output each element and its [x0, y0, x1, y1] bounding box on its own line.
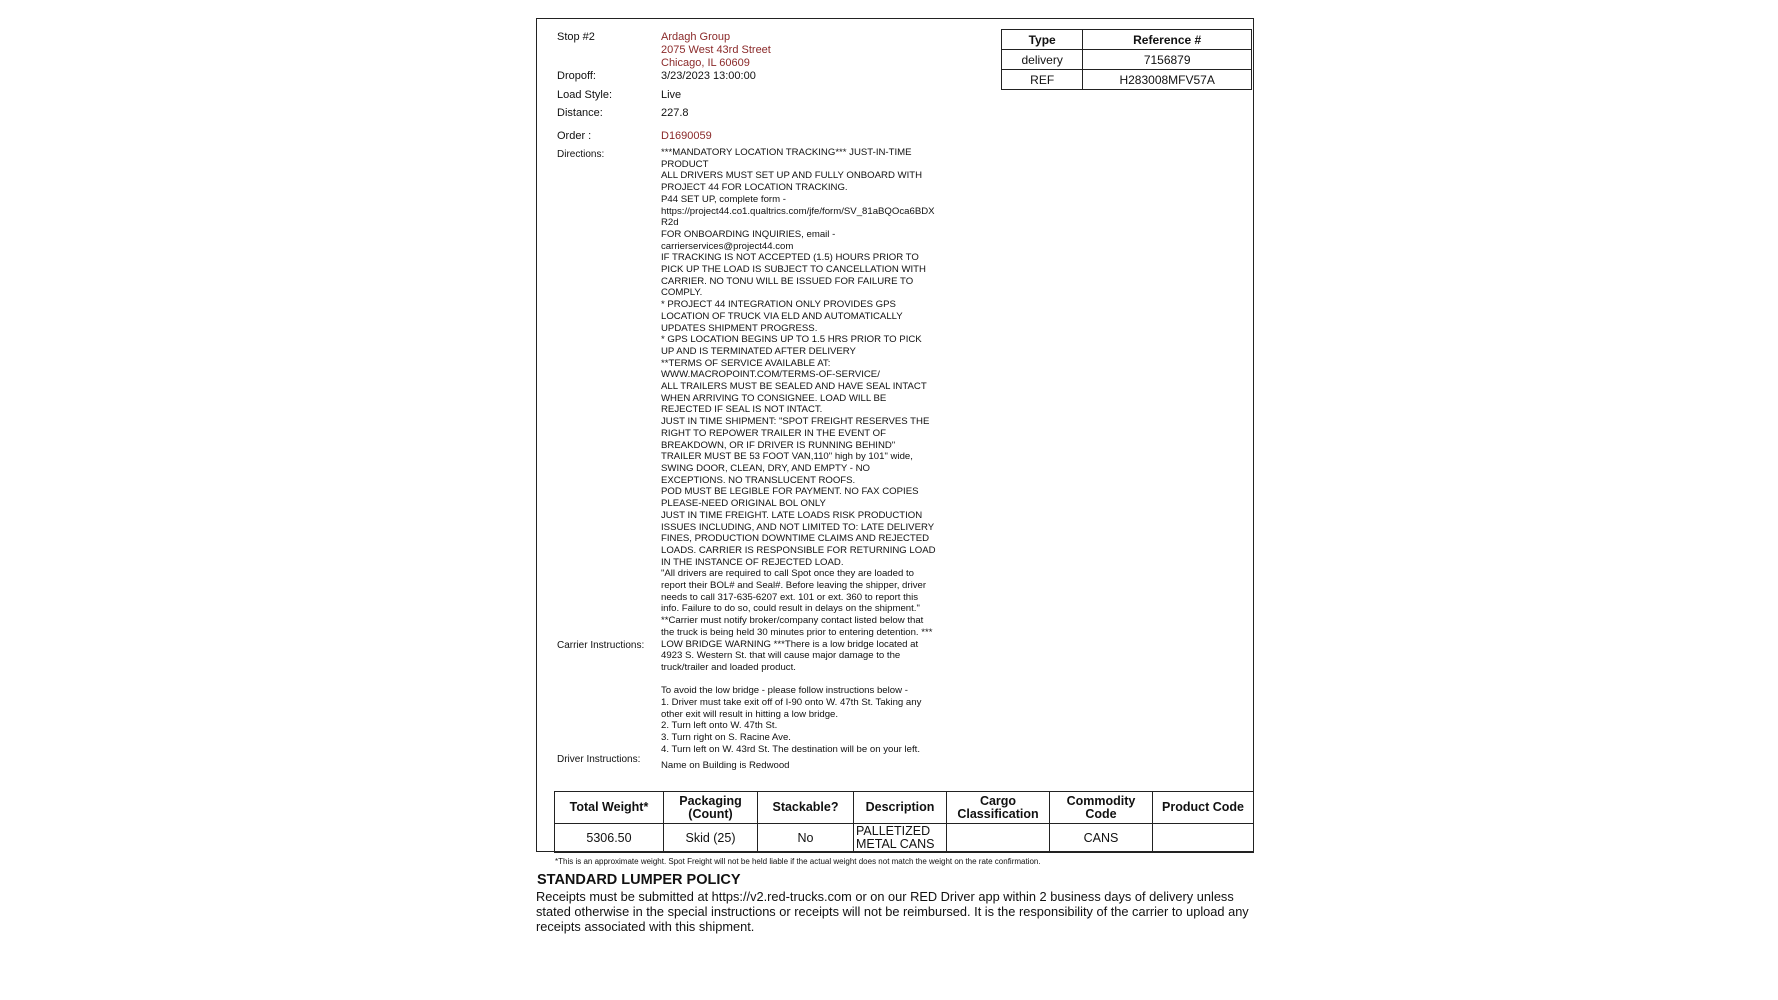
directions-line: ***MANDATORY LOCATION TRACKING*** JUST-IN-TIME	[661, 147, 912, 158]
directions-line: SWING DOOR, CLEAN, DRY, AND EMPTY - NO	[661, 462, 870, 474]
ref-type-cell: delivery	[1002, 50, 1083, 70]
directions-line: info. Failure to do so, could result in delays on the shipment."	[661, 603, 920, 615]
directions-line: 2. Turn left onto W. 47th St.	[661, 720, 778, 732]
ref-header-reference: Reference #	[1083, 30, 1252, 50]
directions-line: CARRIER. NO TONU WILL BE ISSUED FOR FAILURE TO	[661, 275, 914, 287]
directions-line: To avoid the low bridge - please follow instructions below -	[661, 685, 908, 697]
table-row	[1002, 50, 1252, 70]
cargo-header-cargo-classification	[947, 792, 1050, 824]
directions-line: JUST IN TIME FREIGHT. LATE LOADS RISK PRODUCTION	[661, 509, 923, 521]
cargo-header-text: Total Weight*	[569, 800, 649, 814]
table-row	[1002, 70, 1252, 90]
description-line: PALLETIZED	[856, 824, 931, 838]
dropoff-value: 3/23/2023 13:00:00	[661, 70, 756, 82]
cargo-header-text: (Count)	[688, 806, 733, 821]
commodity-code-cell: CANS	[1050, 824, 1153, 853]
directions-line: **TERMS OF SERVICE AVAILABLE AT:	[661, 357, 831, 369]
directions-line: BREAKDOWN, OR IF DRIVER IS RUNNING BEHIND"	[661, 439, 896, 451]
total-weight-cell: 5306.50	[555, 824, 664, 853]
directions-line: LOW BRIDGE WARNING ***There is a low bridge located at	[661, 638, 919, 650]
directions-line: TRAILER MUST BE 53 FOOT VAN,110" high by 101" wide,	[661, 451, 913, 463]
directions-line: 1. Driver must take exit off of I-90 onto W. 47th St. Taking any	[661, 697, 922, 709]
carrier-instructions-label: Carrier Instructions:	[557, 640, 645, 651]
directions-line: WHEN ARRIVING TO CONSIGNEE. LOAD WILL BE	[661, 392, 887, 404]
distance-label: Distance:	[557, 107, 603, 119]
lumper-policy-line: Receipts must be submitted at https://v2.red-trucks.com or on our RED Driver app within 2 business days of delivery unless	[536, 889, 1234, 904]
product-code-cell	[1153, 824, 1254, 853]
directions-line: R2d	[661, 217, 679, 229]
directions-line: ALL DRIVERS MUST SET UP AND FULLY ONBOARD WITH	[661, 170, 923, 182]
order-value: D1690059	[661, 130, 712, 142]
stackable-cell: No	[758, 824, 854, 853]
stop-address-line2: Chicago, IL 60609	[661, 57, 750, 69]
cargo-header-text: Stackable?	[772, 800, 839, 814]
cargo-header-commodity-code	[1050, 792, 1153, 824]
directions-line: JUST IN TIME SHIPMENT: "SPOT FREIGHT RESERVES THE	[661, 416, 930, 428]
cargo-header-text: Cargo	[979, 793, 1017, 808]
directions-line	[661, 674, 961, 686]
ref-number-cell: 7156879	[1083, 50, 1252, 70]
stop-label: Stop #2	[557, 31, 595, 43]
directions-line: REJECTED IF SEAL IS NOT INTACT.	[661, 404, 823, 416]
driver-instructions-label: Driver Instructions:	[557, 754, 641, 765]
directions-line: LOADS. CARRIER IS RESPONSIBLE FOR RETURNING LOAD	[661, 544, 936, 556]
directions-line: LOCATION OF TRUCK VIA ELD AND AUTOMATICALLY	[661, 310, 903, 322]
stop-address-line1: 2075 West 43rd Street	[661, 44, 771, 56]
directions-line: needs to call 317-635-6207 ext. 101 or ext. 360 to report this	[661, 591, 919, 603]
directions-line: "All drivers are required to call Spot once they are loaded to	[661, 568, 914, 580]
directions-line: PICK UP THE LOAD IS SUBJECT TO CANCELLATION WITH	[661, 264, 926, 276]
cargo-classification-cell	[947, 824, 1050, 853]
ref-number-cell: H283008MFV57A	[1083, 70, 1252, 90]
directions-line: other exit will result in hitting a low bridge.	[661, 708, 839, 720]
directions-line: the truck is being held 30 minutes prior to entering detention. ***	[661, 626, 933, 638]
directions-line: POD MUST BE LEGIBLE FOR PAYMENT. NO FAX COPIES	[661, 486, 919, 498]
weight-disclaimer: *This is an approximate weight. Spot Freight will not be held liable if the actual weight does not match the weight on the rate confirmation.	[555, 857, 1041, 866]
directions-line: truck/trailer and loaded product.	[661, 661, 796, 673]
directions-line: IF TRACKING IS NOT ACCEPTED (1.5) HOURS PRIOR TO	[661, 252, 919, 264]
directions-line: IN THE INSTANCE OF REJECTED LOAD.	[661, 556, 844, 568]
directions-line: PLEASE-NEED ORIGINAL BOL ONLY	[661, 498, 826, 510]
lumper-policy-body	[536, 889, 1276, 934]
cargo-header-total-weight	[555, 792, 664, 824]
description-line: METAL CANS	[856, 837, 935, 851]
cargo-table	[554, 791, 1254, 853]
directions-label: Directions:	[557, 149, 605, 160]
driver-instructions-value: Name on Building is Redwood	[661, 760, 790, 771]
cargo-header-text: Code	[1085, 806, 1117, 821]
packaging-cell: Skid (25)	[664, 824, 758, 853]
cargo-header-product-code	[1153, 792, 1254, 824]
directions-line: 4. Turn left on W. 43rd St. The destination will be on your left.	[661, 743, 920, 755]
cargo-header-text: Commodity	[1066, 793, 1136, 808]
stop-details-box	[536, 18, 1254, 852]
reference-table	[1001, 29, 1252, 90]
order-label: Order :	[557, 130, 592, 142]
directions-line: P44 SET UP, complete form -	[661, 193, 786, 205]
load-style-value: Live	[661, 89, 682, 101]
directions-line: PROJECT 44 FOR LOCATION TRACKING.	[661, 182, 848, 194]
description-cell	[854, 824, 947, 853]
lumper-policy-title: STANDARD LUMPER POLICY	[537, 872, 741, 888]
directions-line: PRODUCT	[661, 158, 709, 170]
directions-line: WWW.MACROPOINT.COM/TERMS-OF-SERVICE/	[661, 369, 880, 381]
directions-line: UP AND IS TERMINATED AFTER DELIVERY	[661, 345, 856, 357]
directions-line: EXCEPTIONS. NO TRANSLUCENT ROOFS.	[661, 474, 856, 486]
directions-line: FINES, PRODUCTION DOWNTIME CLAIMS AND REJECTED	[661, 533, 930, 545]
lumper-policy-line: stated otherwise in the special instructions or receipts will not be reimbursed. It is the responsibility of the carrier to upload any	[536, 904, 1249, 919]
cargo-header-description	[854, 792, 947, 824]
ref-type-cell: REF	[1002, 70, 1083, 90]
distance-value: 227.8	[661, 107, 689, 119]
cargo-header-text: Packaging	[679, 793, 742, 808]
cargo-header-text: Product Code	[1162, 800, 1244, 814]
directions-line: UPDATES SHIPMENT PROGRESS.	[661, 322, 818, 334]
directions-text	[661, 147, 961, 756]
lumper-policy-line: receipts associated with this shipment.	[536, 919, 755, 934]
directions-line: carrierservices@project44.com	[661, 240, 794, 252]
ref-header-type: Type	[1002, 30, 1083, 50]
directions-line: ALL TRAILERS MUST BE SEALED AND HAVE SEAL INTACT	[661, 381, 927, 393]
directions-line: **Carrier must notify broker/company contact listed below that	[661, 615, 924, 627]
load-style-label: Load Style:	[557, 89, 613, 101]
directions-line: 4923 S. Western St. that will cause major damage to the	[661, 650, 901, 662]
directions-line: COMPLY.	[661, 287, 703, 299]
cargo-header-text: Description	[865, 800, 935, 814]
directions-line: ISSUES INCLUDING, AND NOT LIMITED TO: LATE DELIVERY	[661, 521, 935, 533]
table-row	[555, 824, 1254, 853]
directions-line: https://project44.co1.qualtrics.com/jfe/form/SV_81aBQOca6BDX	[661, 205, 935, 217]
cargo-header-text: Classification	[957, 806, 1039, 821]
directions-line: * GPS LOCATION BEGINS UP TO 1.5 HRS PRIOR TO PICK	[661, 334, 922, 346]
cargo-header-stackable	[758, 792, 854, 824]
cargo-header-packaging	[664, 792, 758, 824]
directions-line: report their BOL# and Seal#. Before leaving the shipper, driver	[661, 580, 927, 592]
directions-line: RIGHT TO REPOWER TRAILER IN THE EVENT OF	[661, 427, 886, 439]
dropoff-label: Dropoff:	[557, 70, 596, 82]
directions-line: * PROJECT 44 INTEGRATION ONLY PROVIDES GPS	[661, 299, 896, 311]
directions-line: 3. Turn right on S. Racine Ave.	[661, 732, 791, 744]
stop-company: Ardagh Group	[661, 31, 731, 43]
directions-line: FOR ONBOARDING INQUIRIES, email -	[661, 228, 836, 240]
